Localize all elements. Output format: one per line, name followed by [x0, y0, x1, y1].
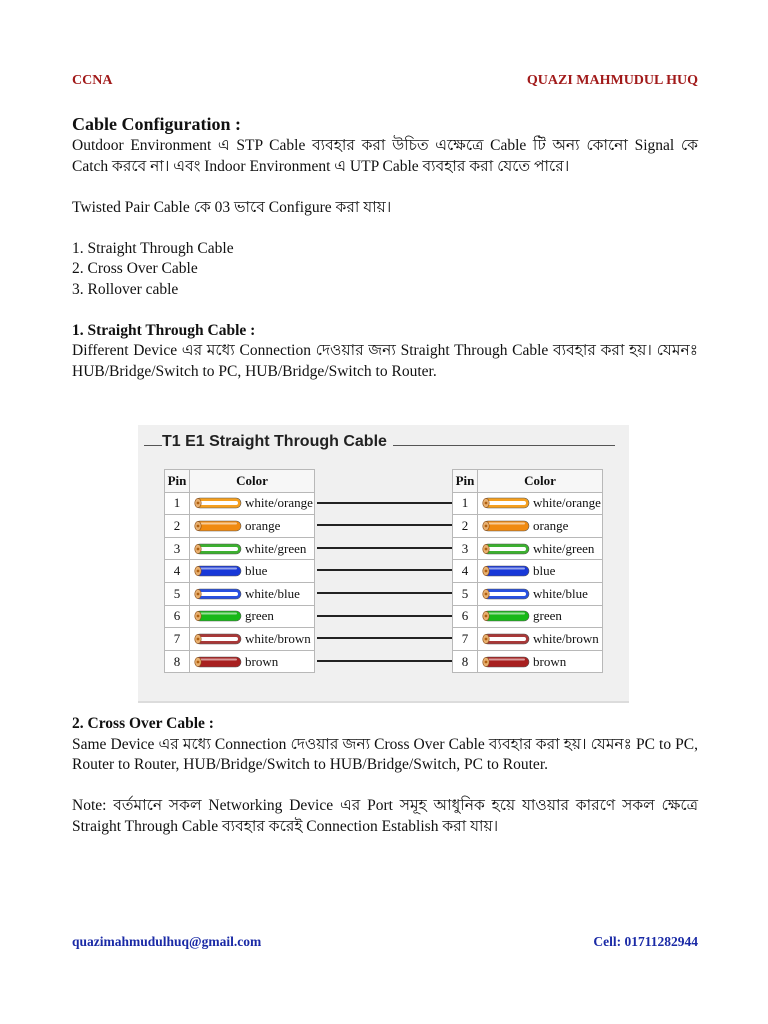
wire-color-label: blue [533, 563, 556, 579]
wire-icon [481, 656, 531, 668]
wire-icon [193, 497, 243, 509]
wire-color-label: green [533, 608, 562, 624]
list-item: 2. Cross Over Cable [72, 260, 198, 277]
left-pin-table [164, 469, 315, 673]
config-paragraph: Outdoor Environment এ STP Cable ব্যবহার করা উচিত এক্ষেত্রে Cable টি অন্য কোনো Signal কে Catch করবে না। এবং Indoor Environment এ UTP Cable ব্যবহার করা যেতে পারে। [72, 137, 698, 175]
pin-row [453, 582, 603, 605]
wire-icon [481, 497, 531, 509]
pin-number: 4 [453, 560, 478, 583]
cable-type-list [72, 239, 698, 301]
pin-row [165, 582, 315, 605]
config-intro: Twisted Pair Cable কে 03 ভাবে Configure করা যায়। [72, 198, 392, 216]
wire-color-label: white/green [245, 540, 307, 556]
pin-number: 5 [453, 582, 478, 605]
pin-number: 8 [453, 650, 478, 673]
pin-number: 4 [165, 560, 190, 583]
pin-row [453, 492, 603, 515]
pin-header: Pin [453, 470, 478, 493]
list-item: 1. Straight Through Cable [72, 239, 234, 257]
note-paragraph: Note: বর্তমানে সকল Networking Device এর Port সমূহ আধুনিক হয়ে যাওয়ার কারণে সকল ক্ষেত্রে Straight Through Cable ব্যবহার করেই Connection Establish করা যায়। [72, 797, 698, 835]
wire-color-label: green [245, 608, 274, 624]
pin-row [453, 537, 603, 560]
wire-color-label: blue [245, 563, 268, 579]
wire-color-label: white/blue [533, 585, 588, 601]
straight-through-diagram [138, 425, 629, 703]
pin-number: 7 [165, 628, 190, 651]
right-pin-table [452, 469, 603, 673]
wire-icon [193, 656, 243, 668]
wire-icon [481, 633, 531, 645]
pin-number: 1 [453, 492, 478, 515]
wire-color-label: white/blue [245, 585, 300, 601]
pin-number: 1 [165, 492, 190, 515]
pin-row [453, 628, 603, 651]
cross-paragraph: Same Device এর মধ্যে Connection দেওয়ার জন্য Cross Over Cable ব্যবহার করা হয়। যেমনঃ PC to PC, Router to Router, HUB/Bridge/Switch to HUB/Bridge/Switch, PC to Router. [72, 735, 698, 773]
wire-icon [481, 520, 531, 532]
pin-link-line [317, 547, 452, 549]
color-header: Color [190, 470, 315, 493]
section-title-cross: 2. Cross Over Cable : [72, 715, 214, 732]
color-header: Color [478, 470, 603, 493]
pin-row [453, 560, 603, 583]
pin-number: 2 [165, 515, 190, 538]
wire-color-label: orange [533, 517, 569, 533]
wire-color-label: white/brown [533, 630, 599, 646]
pin-row [165, 537, 315, 560]
wire-icon [481, 588, 531, 600]
wire-icon [481, 610, 531, 622]
pin-row [165, 628, 315, 651]
pin-row [165, 605, 315, 628]
section-title-straight: 1. Straight Through Cable : [72, 321, 256, 339]
wire-color-label: white/orange [533, 495, 601, 511]
wire-icon [193, 543, 243, 555]
pin-number: 6 [165, 605, 190, 628]
wire-color-label: white/orange [245, 495, 313, 511]
wire-icon [193, 633, 243, 645]
pin-link-line [317, 569, 452, 571]
pin-link-line [317, 502, 452, 504]
section-title-config: Cable Configuration : [72, 114, 242, 134]
list-item: 3. Rollover cable [72, 280, 179, 298]
pin-link-line [317, 637, 452, 639]
pin-row [165, 650, 315, 673]
pin-link-line [317, 615, 452, 617]
pin-number: 6 [453, 605, 478, 628]
pin-row [165, 560, 315, 583]
wire-color-label: brown [245, 653, 279, 669]
pin-number: 3 [453, 537, 478, 560]
header-course: CCNA [72, 73, 113, 88]
header-author: QUAZI MAHMUDUL HUQ [526, 73, 698, 88]
pin-row [453, 515, 603, 538]
wire-icon [193, 565, 243, 577]
pin-row [453, 605, 603, 628]
pin-row [165, 515, 315, 538]
wire-icon [481, 543, 531, 555]
pin-number: 3 [165, 537, 190, 560]
pin-row [165, 492, 315, 515]
straight-paragraph: Different Device এর মধ্যে Connection দেওয়ার জন্য Straight Through Cable ব্যবহার করা হয়। যেমনঃ HUB/Bridge/Switch to PC, HUB/Bridge/Switch to Router. [72, 342, 698, 380]
wire-color-label: white/green [533, 540, 595, 556]
footer-email: quazimahmudulhuq@gmail.com [72, 934, 262, 949]
pin-number: 2 [453, 515, 478, 538]
pin-header: Pin [165, 470, 190, 493]
wire-icon [481, 565, 531, 577]
wire-icon [193, 588, 243, 600]
wire-color-label: white/brown [245, 630, 311, 646]
pin-link-line [317, 660, 452, 662]
wire-icon [193, 520, 243, 532]
pin-row [453, 650, 603, 673]
pin-link-line [317, 592, 452, 594]
wire-color-label: brown [533, 653, 567, 669]
pin-link-line [317, 524, 452, 526]
wire-color-label: orange [245, 517, 281, 533]
pin-number: 7 [453, 628, 478, 651]
diagram-title: T1 E1 Straight Through Cable [162, 433, 393, 451]
pin-number: 5 [165, 582, 190, 605]
wire-icon [193, 610, 243, 622]
pin-number: 8 [165, 650, 190, 673]
footer-cell: Cell: 01711282944 [593, 934, 698, 949]
